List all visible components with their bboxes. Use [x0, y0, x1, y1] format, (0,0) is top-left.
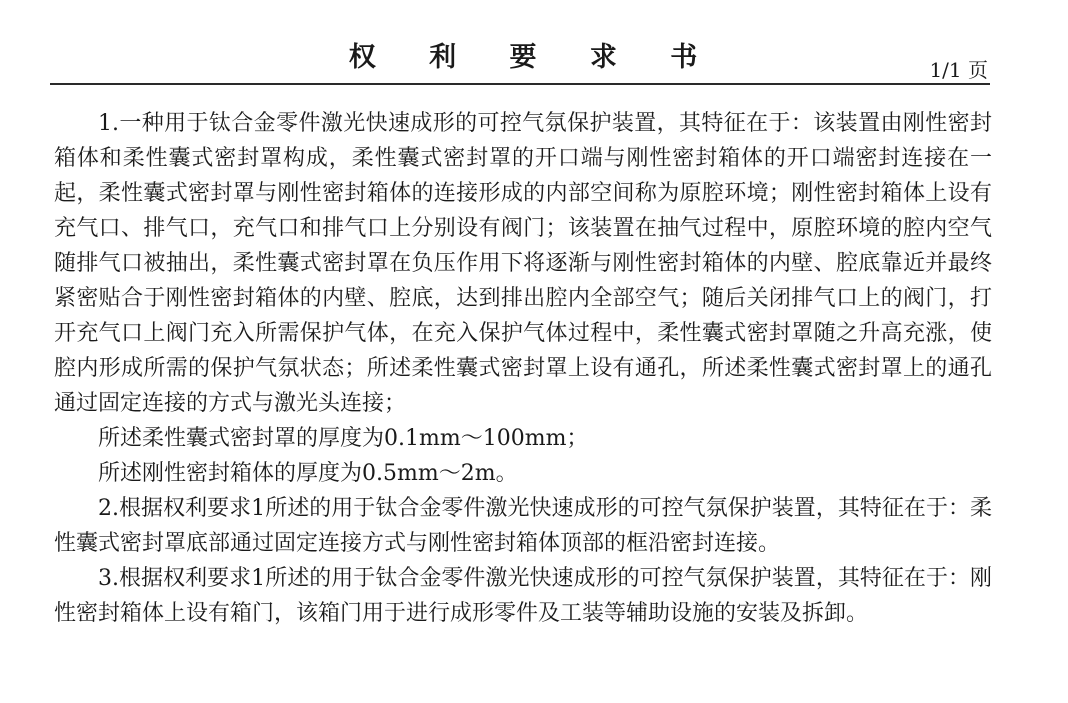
claims-body [54, 106, 992, 631]
claim-3-paragraph: 3.根据权利要求1所述的用于钛合金零件激光快速成形的可控气氛保护装置，其特征在于：刚性密封箱体上设有箱门，该箱门用于进行成形零件及工装等辅助设施的安装及拆卸。 [54, 566, 992, 626]
page-indicator: 1/1 页 [929, 58, 988, 82]
document-title: 权 利 要 求 书 [348, 42, 720, 73]
claim-1-paragraph: 1.一种用于钛合金零件激光快速成形的可控气氛保护装置，其特征在于：该装置由刚性密封箱体和柔性囊式密封罩构成，柔性囊式密封罩的开口端与刚性密封箱体的开口端密封连接在一起，柔性囊式密封罩与刚性密封箱体的连接形成的内部空间称为原腔环境；刚性密封箱体上设有充气口、排气口，充气口和排气口上分别设有阀门；该装置在抽气过程中，原腔环境的腔内空气随排气口被抽出，柔性囊式密封罩在负压作用下将逐渐与刚性密封箱体的内壁、腔底靠近并最终紧密贴合于刚性密封箱体的内壁、腔底，达到排出腔内全部空气；随后关闭排气口上的阀门，打开充气口上阀门充入所需保护气体，在充入保护气体过程中，柔性囊式密封罩随之升高充涨，使腔内形成所需的保护气氛状态；所述柔性囊式密封罩上设有通孔，所述柔性囊式密封罩上的通孔通过固定连接的方式与激光头连接； [54, 111, 992, 416]
claim-1-box-thickness: 所述刚性密封箱体的厚度为0.5mm～2m。 [98, 461, 518, 486]
claim-2-paragraph: 2.根据权利要求1所述的用于钛合金零件激光快速成形的可控气氛保护装置，其特征在于：柔性囊式密封罩底部通过固定连接方式与刚性密封箱体顶部的框沿密封连接。 [54, 496, 992, 556]
claim-1-hood-thickness: 所述柔性囊式密封罩的厚度为0.1mm～100mm； [98, 426, 589, 451]
header-divider [50, 83, 990, 85]
